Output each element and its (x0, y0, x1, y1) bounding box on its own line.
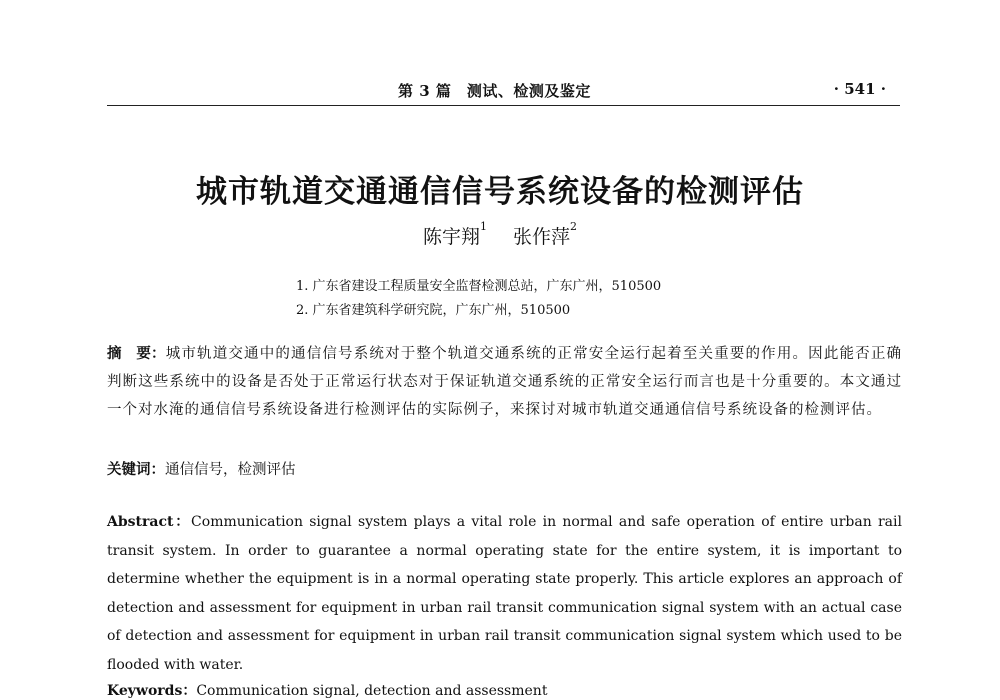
abstract-chinese (107, 340, 902, 424)
abstract-en-text: Communication signal system plays a vital role in normal and safe operation of entire urban rail transit system. In order to guarantee a normal operating state for the entire system, it is important to determine whether the equipment is in a normal operating state properly. This article explores an approach of detection and assessment for equipment in urban rail transit communication signal system with an actual case of detection and assessment for equipment in urban rail transit communication signal system which used to be flooded with water. (107, 514, 902, 673)
keywords-english (107, 680, 547, 700)
author-affiliation-mark: 1 (480, 220, 487, 233)
keywords-en-label: Keywords： (107, 683, 197, 699)
running-header (107, 80, 900, 106)
abstract-english (107, 508, 902, 679)
keywords-cn-label: 关键词： (107, 461, 165, 478)
affiliation: 2. 广东省建筑科学研究院，广东广州，510500 (296, 303, 571, 318)
author-name: 陈宇翔 (422, 226, 480, 248)
keywords-en-text: Communication signal, detection and assessment (196, 683, 548, 699)
author-affiliation-mark: 2 (570, 220, 578, 233)
abstract-cn-text: 城市轨道交通中的通信信号系统对于整个轨道交通系统的正常安全运行起着至关重要的作用。因此能否正确判断这些系统中的设备是否处于正常运行状态对于保证轨道交通系统的正常安全运行而言也是十分重要的。本文通过一个对水淹的通信信号系统设备进行检测评估的实际例子，来探讨对城市轨道交通通信信号系统设备的检测评估。 (107, 346, 903, 418)
keywords-cn-text: 通信信号，检测评估 (165, 462, 296, 478)
abstract-cn-label: 摘 要： (107, 345, 166, 362)
section-heading: 第 3 篇 测试、检测及鉴定 (398, 82, 591, 100)
page-number: · 541 · (833, 80, 886, 98)
author-name: 张作萍 (513, 226, 571, 248)
abstract-en-label: Abstract： (107, 514, 192, 530)
header-rule (107, 105, 900, 106)
keywords-chinese (107, 458, 296, 479)
author-line (0, 222, 1000, 249)
paper-title: 城市轨道交通通信信号系统设备的检测评估 (196, 174, 804, 210)
affiliation: 1. 广东省建设工程质量安全监督检测总站，广东广州，510500 (296, 279, 662, 294)
